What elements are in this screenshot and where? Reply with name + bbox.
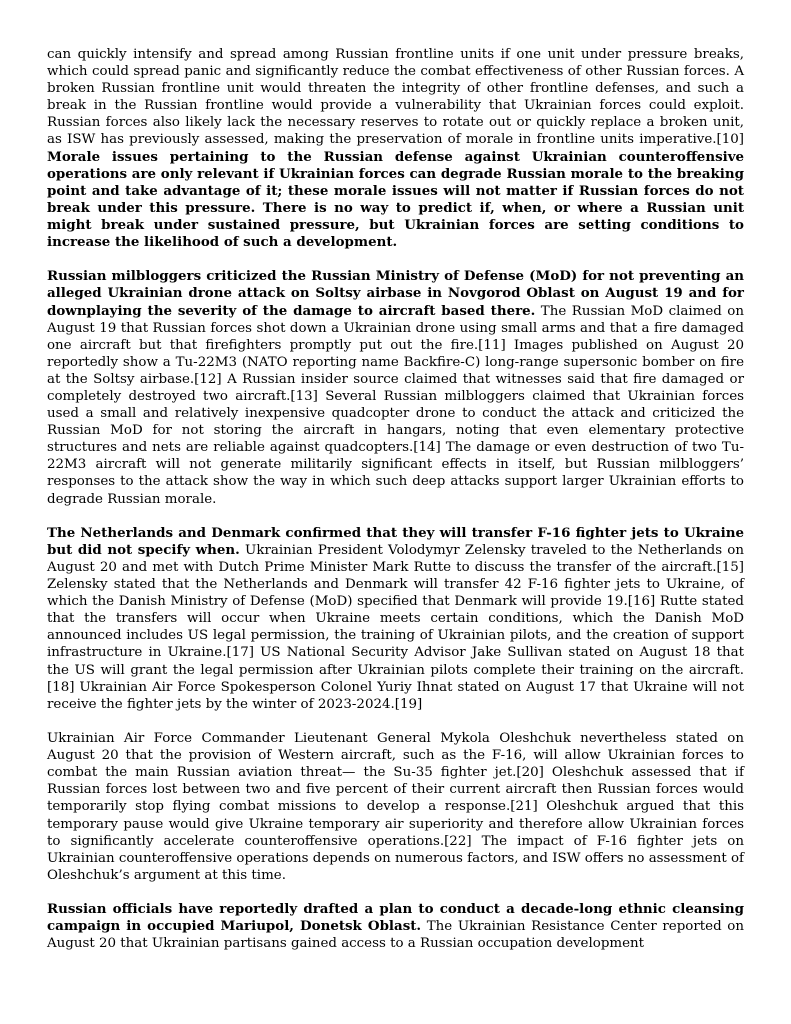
paragraph-morale: [47, 46, 744, 251]
paragraph-body: can quickly intensify and spread among Russian frontline units if one unit under pressure breaks, which could spread panic and significantly reduce the combat effectiveness of other Russian forces. A broken Russian frontline unit would threaten the integrity of other frontline defenses, and such a break in the Russian frontline would provide a vulnerability that Ukrainian forces could exploit. Russian forces also likely lack the necessary reserves to rotate out or quickly replace a broken unit, as ISW has previously assessed, making the preservation of morale in frontline units imperative.[10]: [47, 47, 744, 148]
paragraph-bold-lead: Russian officials have reportedly drafted a plan to conduct a decade-long ethnic cleansing campaign in occupied Mariupol, Donetsk Oblast.: [47, 901, 744, 935]
paragraph-bold-conclusion: Morale issues pertaining to the Russian defense against Ukrainian counteroffensive operations are only relevant if Ukrainian forces can degrade Russian morale to the breaking point and take advantage of it; these morale issues will not matter if Russian forces do not break under this pressure. There is no way to predict if, when, or where a Russian unit might break under sustained pressure, but Ukrainian forces are setting conditions to increase the likelihood of such a development.: [47, 148, 744, 251]
paragraph-body: The Ukrainian Resistance Center reported on August 20 that Ukrainian partisans gained access to a Russian occupation development: [47, 919, 744, 952]
document-page: [47, 46, 744, 970]
paragraph-body: The Russian MoD claimed on August 19 that Russian forces shot down a Ukrainian drone using small arms and that a fire damaged one aircraft but that firefighters promptly put out the fire.[11] Images published on August 20 reportedly show a Tu-22M3 (NATO reporting name Backfire-C) long-range supersonic bomber on fire at the Soltsy airbase.[12] A Russian insider source claimed that witnesses said that fire damaged or completely destroyed two aircraft.[13] Several Russian milbloggers claimed that Ukrainian forces used a small and relatively inexpensive quadcopter drone to conduct the attack and criticized the Russian MoD for not storing the aircraft in hangars, noting that even elementary protective structures and nets are reliable against quadcopters.[14] The damage or even destruction of two Tu-22M3 aircraft will not generate militarily significant effects in itself, but Russian milbloggers’ responses to the attack show the way in which such deep attacks support larger Ukrainian efforts to degrade Russian morale.: [47, 303, 744, 507]
paragraph-body: Ukrainian President Volodymyr Zelensky traveled to the Netherlands on August 20 and met with Dutch Prime Minister Mark Rutte to discuss the transfer of the aircraft.[15] Zelensky stated that the Netherlands and Denmark will transfer 42 F-16 fighter jets to Ukraine, of which the Danish Ministry of Defense (MoD) specified that Denmark will provide 19.[16] Rutte stated that the transfers will occur when Ukraine meets certain conditions, which the Danish MoD announced includes US legal permission, the training of Ukrainian pilots, and the creation of support infrastructure in Ukraine.[17] US National Security Advisor Jake Sullivan stated on August 18 that the US will grant the legal permission after Ukrainian pilots complete their training on the aircraft.[18] Ukrainian Air Force Spokesperson Colonel Yuriy Ihnat stated on August 17 that Ukraine will not receive the fighter jets by the winter of 2023-2024.[19]: [47, 542, 744, 712]
paragraph-f16-transfer: [47, 525, 744, 713]
paragraph-mariupol: [47, 901, 744, 952]
paragraph-body: Ukrainian Air Force Commander Lieutenant General Mykola Oleshchuk nevertheless stated on August 20 that the provision of Western aircraft, such as the F-16, will allow Ukrainian forces to combat the main Russian aviation threat— the Su-35 fighter jet.[20] Oleshchuk assessed that if Russian forces lost between two and five percent of their current aircraft then Russian forces would temporarily stop flying combat missions to develop a response.[21] Oleshchuk argued that this temporary pause would give Ukraine temporary air superiority and therefore allow Ukrainian forces to significantly accelerate counteroffensive operations.[22] The impact of F-16 fighter jets on Ukrainian counteroffensive operations depends on numerous factors, and ISW offers no assessment of Oleshchuk’s argument at this time.: [47, 731, 744, 883]
paragraph-bold-lead: The Netherlands and Denmark confirmed that they will transfer F-16 fighter jets to Ukraine but did not specify when.: [47, 524, 744, 558]
paragraph-soltsy-airbase: [47, 268, 744, 507]
paragraph-oleshchuk: [47, 730, 744, 884]
paragraph-bold-lead: Russian milbloggers criticized the Russian Ministry of Defense (MoD) for not preventing an alleged Ukrainian drone attack on Soltsy airbase in Novgorod Oblast on August 19 and for downplaying the severity of the damage to aircraft based there.: [47, 268, 744, 319]
